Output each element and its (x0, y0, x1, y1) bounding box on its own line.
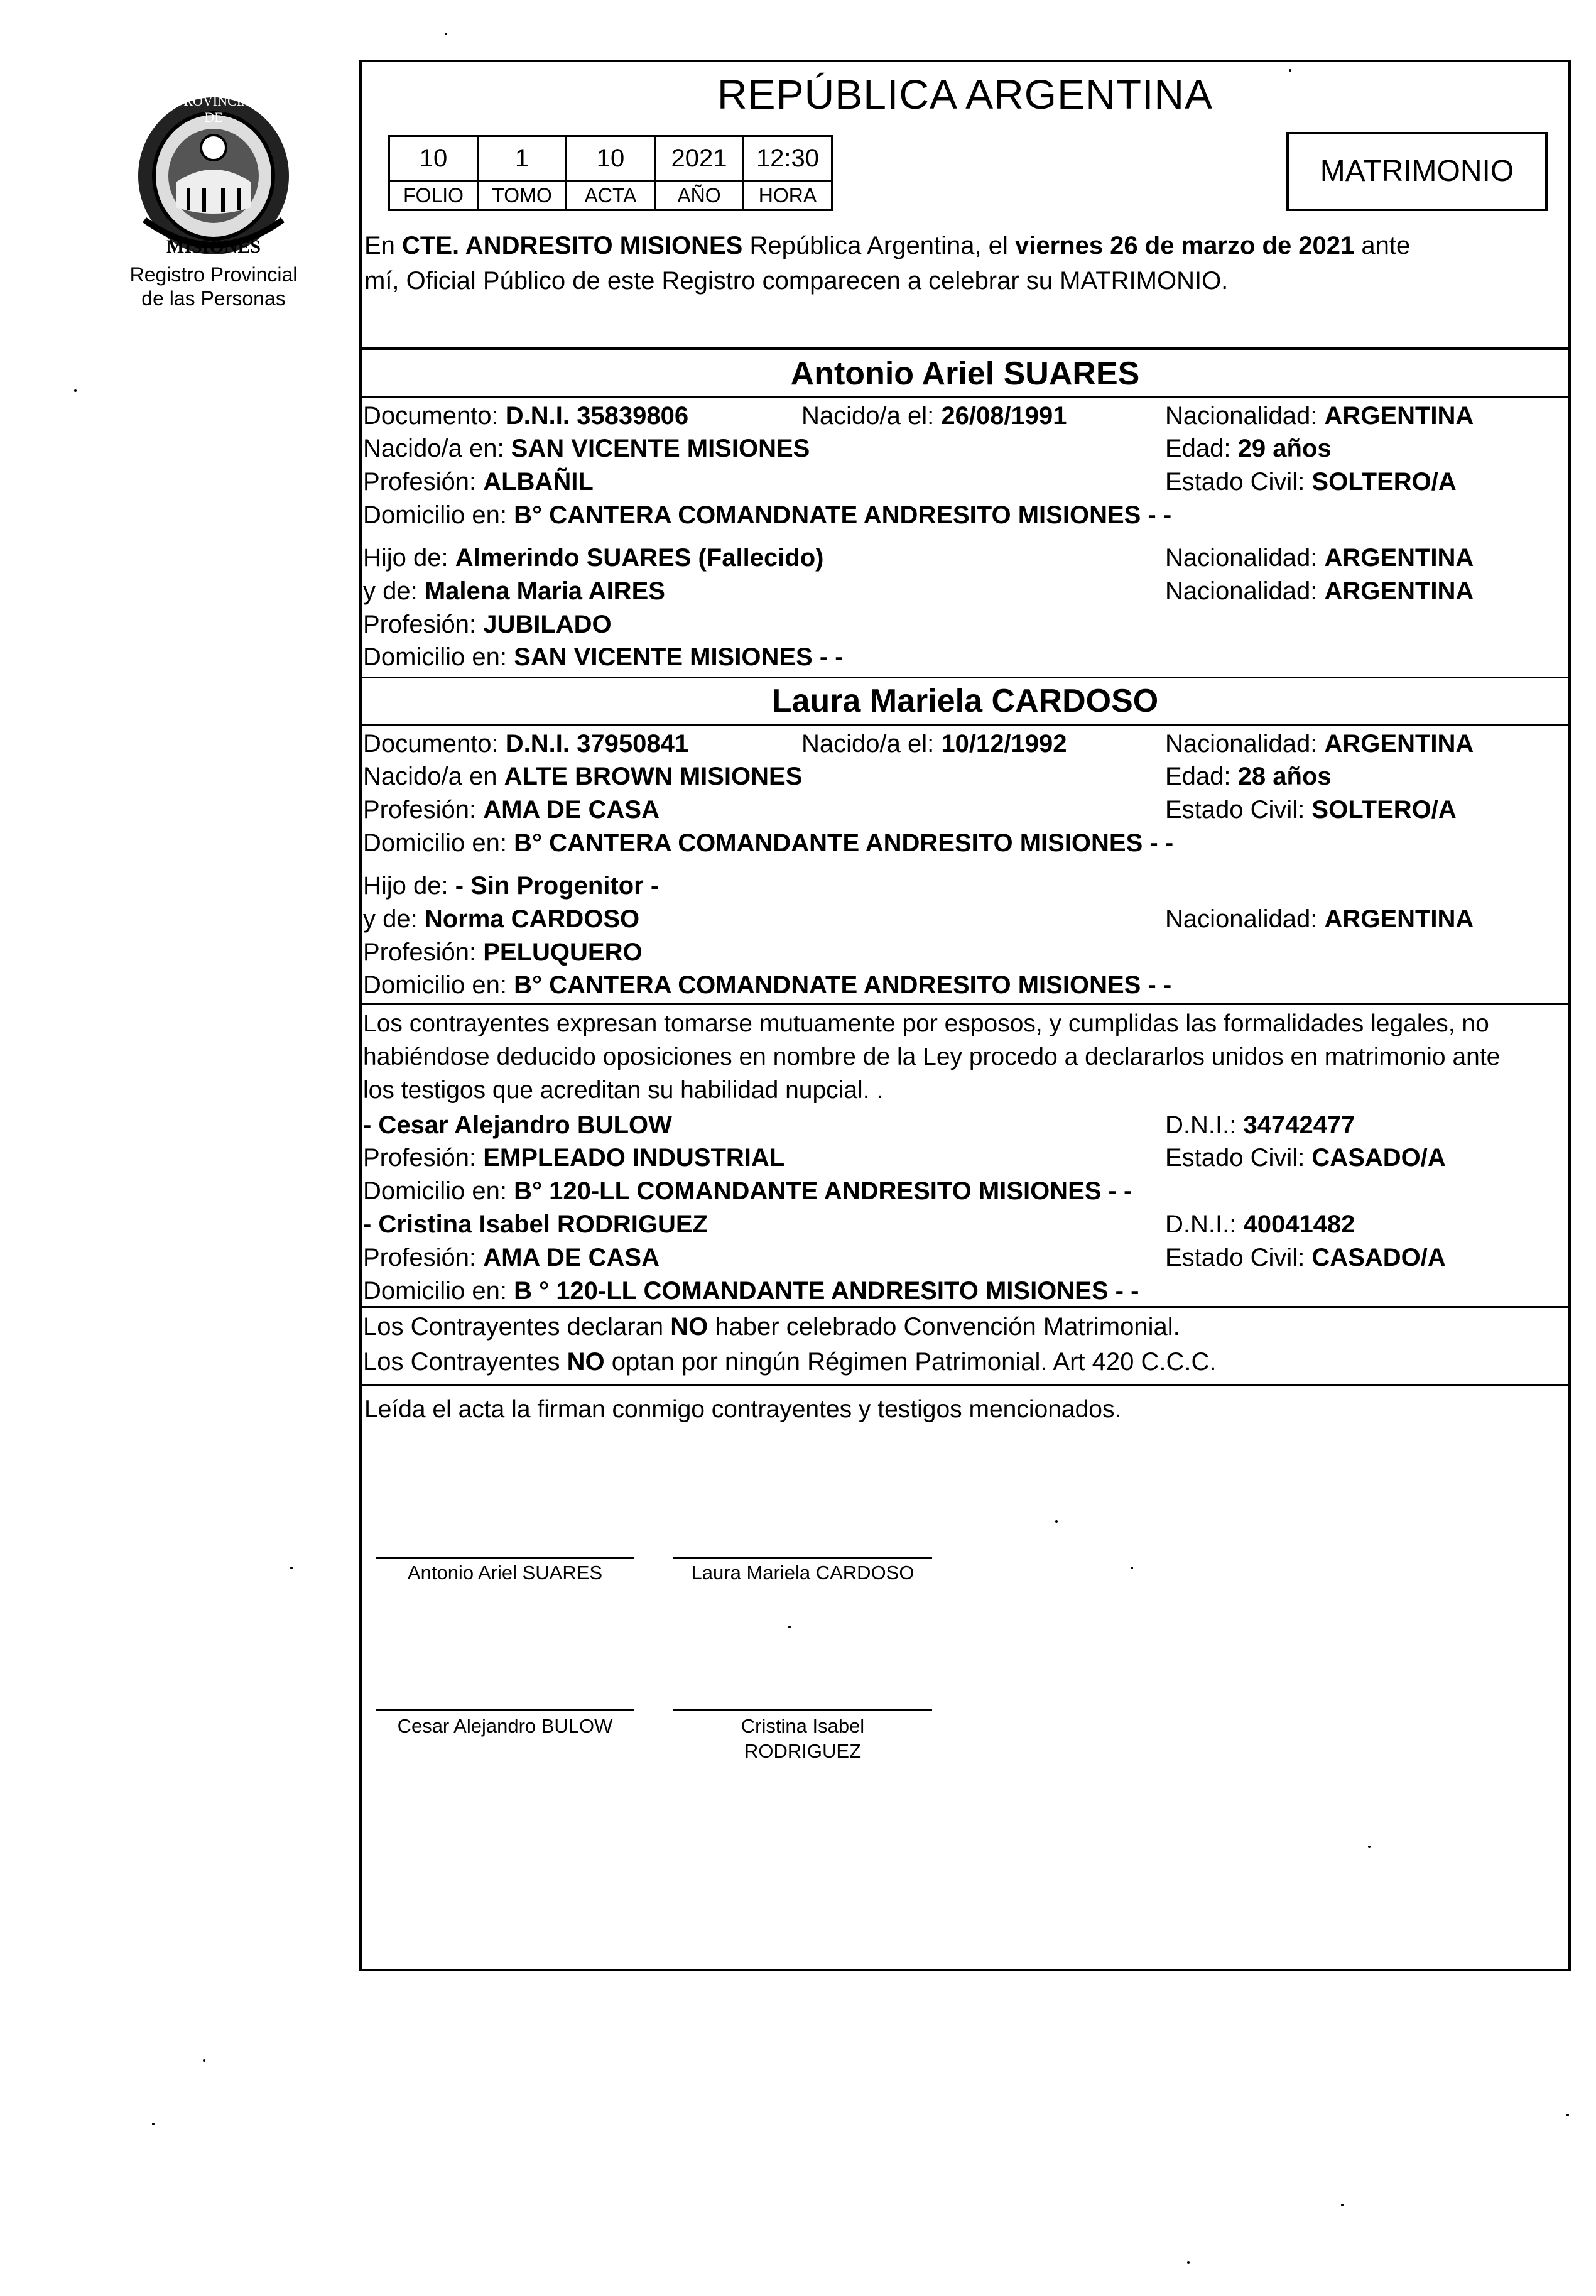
tomo-label: TOMO (478, 181, 567, 210)
spouse1-father-nationality: ARGENTINA (1324, 544, 1474, 572)
spouse1-name: Antonio Ariel SUARES (790, 356, 1140, 392)
acta-value: 10 (567, 136, 655, 181)
scan-speck (1131, 1567, 1133, 1569)
regime-block (363, 1309, 1217, 1379)
intro-line2: mí, Oficial Público de este Registro comparecen a celebrar su MATRIMONIO. (364, 267, 1229, 295)
document-type-box: MATRIMONIO (1286, 132, 1548, 211)
folio-value: 10 (389, 136, 478, 181)
regime-no: NO (567, 1348, 605, 1376)
spouse2-dni: D.N.I. 37950841 (505, 730, 689, 758)
spouse2-civil-status: SOLTERO/A (1311, 796, 1457, 824)
spouse2-age: 28 años (1237, 763, 1332, 790)
label: Nacionalidad: (1165, 905, 1325, 933)
declaration-paragraph (363, 1007, 1568, 1107)
regime-text: Los Contrayentes (363, 1348, 567, 1376)
spouse1-father: Almerindo SUARES (Fallecido) (455, 544, 824, 572)
divider (359, 396, 1571, 398)
folio-label: FOLIO (389, 181, 478, 210)
label: Nacido/a en (363, 763, 504, 790)
label: Profesión: (363, 939, 484, 966)
scan-speck (788, 1626, 791, 1628)
spouse1-parent-profession: JUBILADO (483, 611, 612, 638)
label: Profesión: (363, 468, 484, 496)
hora-label: HORA (744, 181, 832, 210)
spouse2-profession: AMA DE CASA (483, 796, 660, 824)
ano-label: AÑO (655, 181, 744, 210)
label: Domicilio en: (363, 829, 514, 857)
label: y de: (363, 577, 425, 605)
label: Edad: (1165, 763, 1238, 790)
label: Nacionalidad: (1165, 730, 1325, 758)
signature-caption-spouse1: Antonio Ariel SUARES (407, 1562, 603, 1584)
label: Nacido/a el: (801, 730, 942, 758)
signature-line (376, 1557, 634, 1559)
label: Nacionalidad: (1165, 402, 1325, 430)
label: Nacionalidad: (1165, 577, 1325, 605)
label: Nacido/a el: (801, 402, 942, 430)
scan-speck (152, 2123, 155, 2125)
closing-text: Leída el acta la firman conmigo contrayentes y testigos mencionados. (364, 1396, 1122, 1423)
signature-line (376, 1709, 634, 1711)
scan-speck (1368, 1846, 1371, 1848)
label: Nacido/a en: (363, 435, 511, 462)
spouse1-birthdate: 26/08/1991 (941, 402, 1067, 430)
label: Domicilio en: (363, 971, 514, 999)
record-index-table (388, 135, 833, 211)
declaration-line1: Los contrayentes expresan tomarse mutuamente por esposos, y cumplidas las formalidades legales, no (363, 1010, 1489, 1037)
regime-text: optan por ningún Régimen Patrimonial. Art 420 C.C.C. (604, 1348, 1217, 1376)
scan-speck (203, 2059, 205, 2062)
intro-date: viernes 26 de marzo de 2021 (1014, 232, 1355, 259)
label: Profesión: (363, 611, 484, 638)
spouse1-address: B° CANTERA COMANDNATE ANDRESITO MISIONES - - (514, 501, 1172, 529)
label: Estado Civil: (1165, 1144, 1312, 1172)
declaration-line2: habiéndose deducido oposiciones en nombre de la Ley procedo a declararlos unidos en matrimonio ante (363, 1043, 1501, 1070)
label: Domicilio en: (363, 643, 514, 671)
spouse1-age: 29 años (1237, 435, 1332, 462)
divider (359, 724, 1571, 726)
witness2-address: B ° 120-LL COMANDANTE ANDRESITO MISIONES - - (514, 1277, 1139, 1305)
hora-value: 12:30 (744, 136, 832, 181)
declaration-line3: los testigos que acreditan su habilidad nupcial. . (363, 1077, 884, 1104)
label: D.N.I.: (1165, 1211, 1244, 1238)
spouse1-dni: D.N.I. 35839806 (505, 402, 689, 430)
spouse1-mother-nationality: ARGENTINA (1324, 577, 1474, 605)
divider (359, 1003, 1571, 1005)
seal-text-bottom: MISIONES (166, 236, 261, 257)
witness2-dni: 40041482 (1243, 1211, 1355, 1238)
scan-speck (1289, 69, 1291, 72)
label: D.N.I.: (1165, 1111, 1244, 1139)
signature-caption-witness2-line1: Cristina Isabel (741, 1715, 865, 1737)
intro-text-1: En (364, 232, 403, 259)
signature-caption-witness1: Cesar Alejandro BULOW (397, 1715, 613, 1737)
label: Hijo de: (363, 872, 455, 900)
witness1-profession: EMPLEADO INDUSTRIAL (483, 1144, 785, 1172)
witness2-name: - Cristina Isabel RODRIGUEZ (363, 1211, 708, 1238)
intro-text-2: República Argentina, el (742, 232, 1015, 259)
ano-value: 2021 (655, 136, 744, 181)
scan-speck (1055, 1520, 1058, 1523)
label: Profesión: (363, 1144, 484, 1172)
label: Documento: (363, 402, 506, 430)
scan-speck (290, 1567, 293, 1569)
scan-speck (74, 389, 77, 392)
spouse1-nationality: ARGENTINA (1324, 402, 1474, 430)
scan-speck (1187, 2261, 1190, 2264)
acta-label: ACTA (567, 181, 655, 210)
regime-text: haber celebrado Convención Matrimonial. (708, 1313, 1180, 1341)
spouse2-mother-nationality: ARGENTINA (1324, 905, 1474, 933)
label: Edad: (1165, 435, 1238, 462)
intro-place: CTE. ANDRESITO MISIONES (402, 232, 743, 259)
spouse1-birthplace: SAN VICENTE MISIONES (511, 435, 810, 462)
signature-caption-witness2 (673, 1714, 932, 1764)
spouse1-civil-status: SOLTERO/A (1311, 468, 1457, 496)
spouse2-name: Laura Mariela CARDOSO (771, 683, 1159, 719)
page-title: REPÚBLICA ARGENTINA (717, 71, 1213, 117)
label: Estado Civil: (1165, 468, 1312, 496)
label: Domicilio en: (363, 1277, 514, 1305)
scan-speck (1566, 2114, 1569, 2116)
spouse2-parent-profession: PELUQUERO (483, 939, 643, 966)
label: Profesión: (363, 1244, 484, 1271)
spouse2-parent-address: B° CANTERA COMANDNATE ANDRESITO MISIONES - - (514, 971, 1172, 999)
witness2-civil-status: CASADO/A (1311, 1244, 1446, 1271)
registry-name-line1: Registro Provincial (129, 263, 298, 286)
registry-name-line2: de las Personas (141, 287, 286, 310)
divider (359, 1384, 1571, 1386)
regime-text: Los Contrayentes declaran (363, 1313, 671, 1341)
witness1-civil-status: CASADO/A (1311, 1144, 1446, 1172)
divider (359, 347, 1571, 350)
scan-speck (1341, 2204, 1344, 2206)
tomo-value: 1 (478, 136, 567, 181)
witness1-name: - Cesar Alejandro BULOW (363, 1111, 672, 1139)
label: Domicilio en: (363, 501, 514, 529)
witness1-dni: 34742477 (1243, 1111, 1355, 1139)
spouse1-parent-address: SAN VICENTE MISIONES - - (514, 643, 844, 671)
spouse2-address: B° CANTERA COMANDANTE ANDRESITO MISIONES - - (514, 829, 1174, 857)
spouse2-father: - Sin Progenitor - (455, 872, 660, 900)
signature-caption-witness2-line2: RODRIGUEZ (744, 1740, 861, 1762)
label: y de: (363, 905, 425, 933)
seal-text-top: PROVINCIA DE (176, 93, 251, 125)
spouse2-mother: Norma CARDOSO (424, 905, 640, 933)
label: Hijo de: (363, 544, 455, 572)
spouse2-birthdate: 10/12/1992 (941, 730, 1067, 758)
label: Nacionalidad: (1165, 544, 1325, 572)
label: Estado Civil: (1165, 1244, 1312, 1271)
label: Documento: (363, 730, 506, 758)
witness1-address: B° 120-LL COMANDANTE ANDRESITO MISIONES - - (514, 1177, 1132, 1205)
spouse2-birthplace: ALTE BROWN MISIONES (504, 763, 803, 790)
signature-line (673, 1709, 932, 1711)
intro-text-3: ante (1354, 232, 1411, 259)
scan-speck (445, 33, 447, 35)
registry-name (107, 263, 320, 310)
divider (359, 677, 1571, 678)
label: Domicilio en: (363, 1177, 514, 1205)
intro-paragraph (364, 228, 1567, 298)
witness2-profession: AMA DE CASA (483, 1244, 660, 1271)
divider (359, 1306, 1571, 1308)
signature-line (673, 1557, 932, 1559)
spouse2-nationality: ARGENTINA (1324, 730, 1474, 758)
label: Estado Civil: (1165, 796, 1312, 824)
spouse1-profession: ALBAÑIL (483, 468, 594, 496)
regime-no: NO (670, 1313, 708, 1341)
label: Profesión: (363, 796, 484, 824)
signature-caption-spouse2: Laura Mariela CARDOSO (691, 1562, 915, 1584)
spouse1-mother: Malena Maria AIRES (424, 577, 665, 605)
